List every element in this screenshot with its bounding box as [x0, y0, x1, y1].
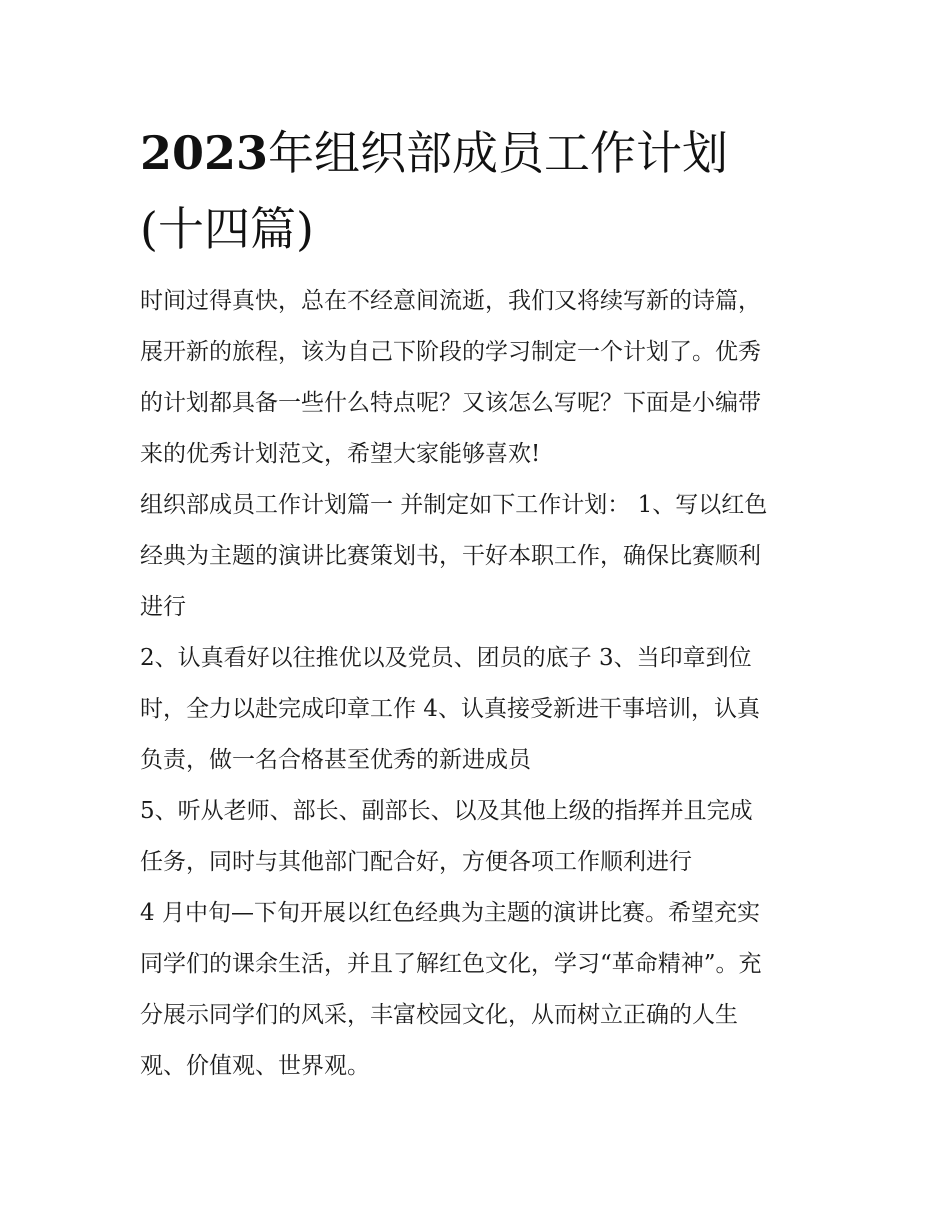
title-line-1: [140, 115, 820, 191]
paragraph-items-2-4: [140, 633, 820, 786]
paragraph-line: 来的优秀计划范文，希望大家能够喜欢!: [140, 441, 541, 467]
paragraph-april-event: [140, 888, 820, 1092]
paragraph-plan-one: [140, 480, 820, 633]
paragraph-line: 时，全力以赴完成印章工作 4、认真接受新进干事培训，认真: [140, 696, 760, 722]
paragraph-line: 的计划都具备一些什么特点呢？又该怎么写呢？下面是小编带: [140, 390, 761, 416]
paragraph-line: 进行: [140, 594, 186, 620]
title-line-2: (十四篇): [140, 202, 314, 256]
paragraph-line: 2、认真看好以往推优以及党员、团员的底子 3、当印章到位: [140, 645, 752, 671]
paragraph-line: 观、价值观、世界观。: [140, 1053, 370, 1079]
paragraph-line: 经典为主题的演讲比赛策划书，干好本职工作，确保比赛顺利: [140, 543, 761, 569]
title-year: 2023: [140, 126, 269, 180]
paragraph-line: 组织部成员工作计划篇一 并制定如下工作计划： 1、写以红色: [140, 492, 768, 518]
paragraph-line: 4 月中旬—下旬开展以红色经典为主题的演讲比赛。希望充实: [140, 900, 760, 926]
title-line-1-text: 年组织部成员工作计划: [268, 126, 729, 180]
paragraph-item-5: [140, 786, 820, 888]
paragraph-line: 同学们的课余生活，并且了解红色文化，学习“革命精神”。充: [140, 951, 762, 977]
paragraph-line: 时间过得真快，总在不经意间流逝，我们又将续写新的诗篇，: [140, 288, 761, 314]
paragraph-line: 5、听从老师、部长、副部长、以及其他上级的指挥并且完成: [140, 798, 753, 824]
paragraph-line: 任务，同时与其他部门配合好，方便各项工作顺利进行: [140, 849, 692, 875]
paragraph-intro: [140, 276, 820, 480]
document-body: [140, 276, 820, 1092]
paragraph-line: 负责，做一名合格甚至优秀的新进成员: [140, 747, 531, 773]
paragraph-line: 分展示同学们的风采，丰富校园文化，从而树立正确的人生: [140, 1002, 738, 1028]
document-title: [140, 115, 820, 267]
paragraph-line: 展开新的旅程，该为自己下阶段的学习制定一个计划了。优秀: [140, 339, 761, 365]
